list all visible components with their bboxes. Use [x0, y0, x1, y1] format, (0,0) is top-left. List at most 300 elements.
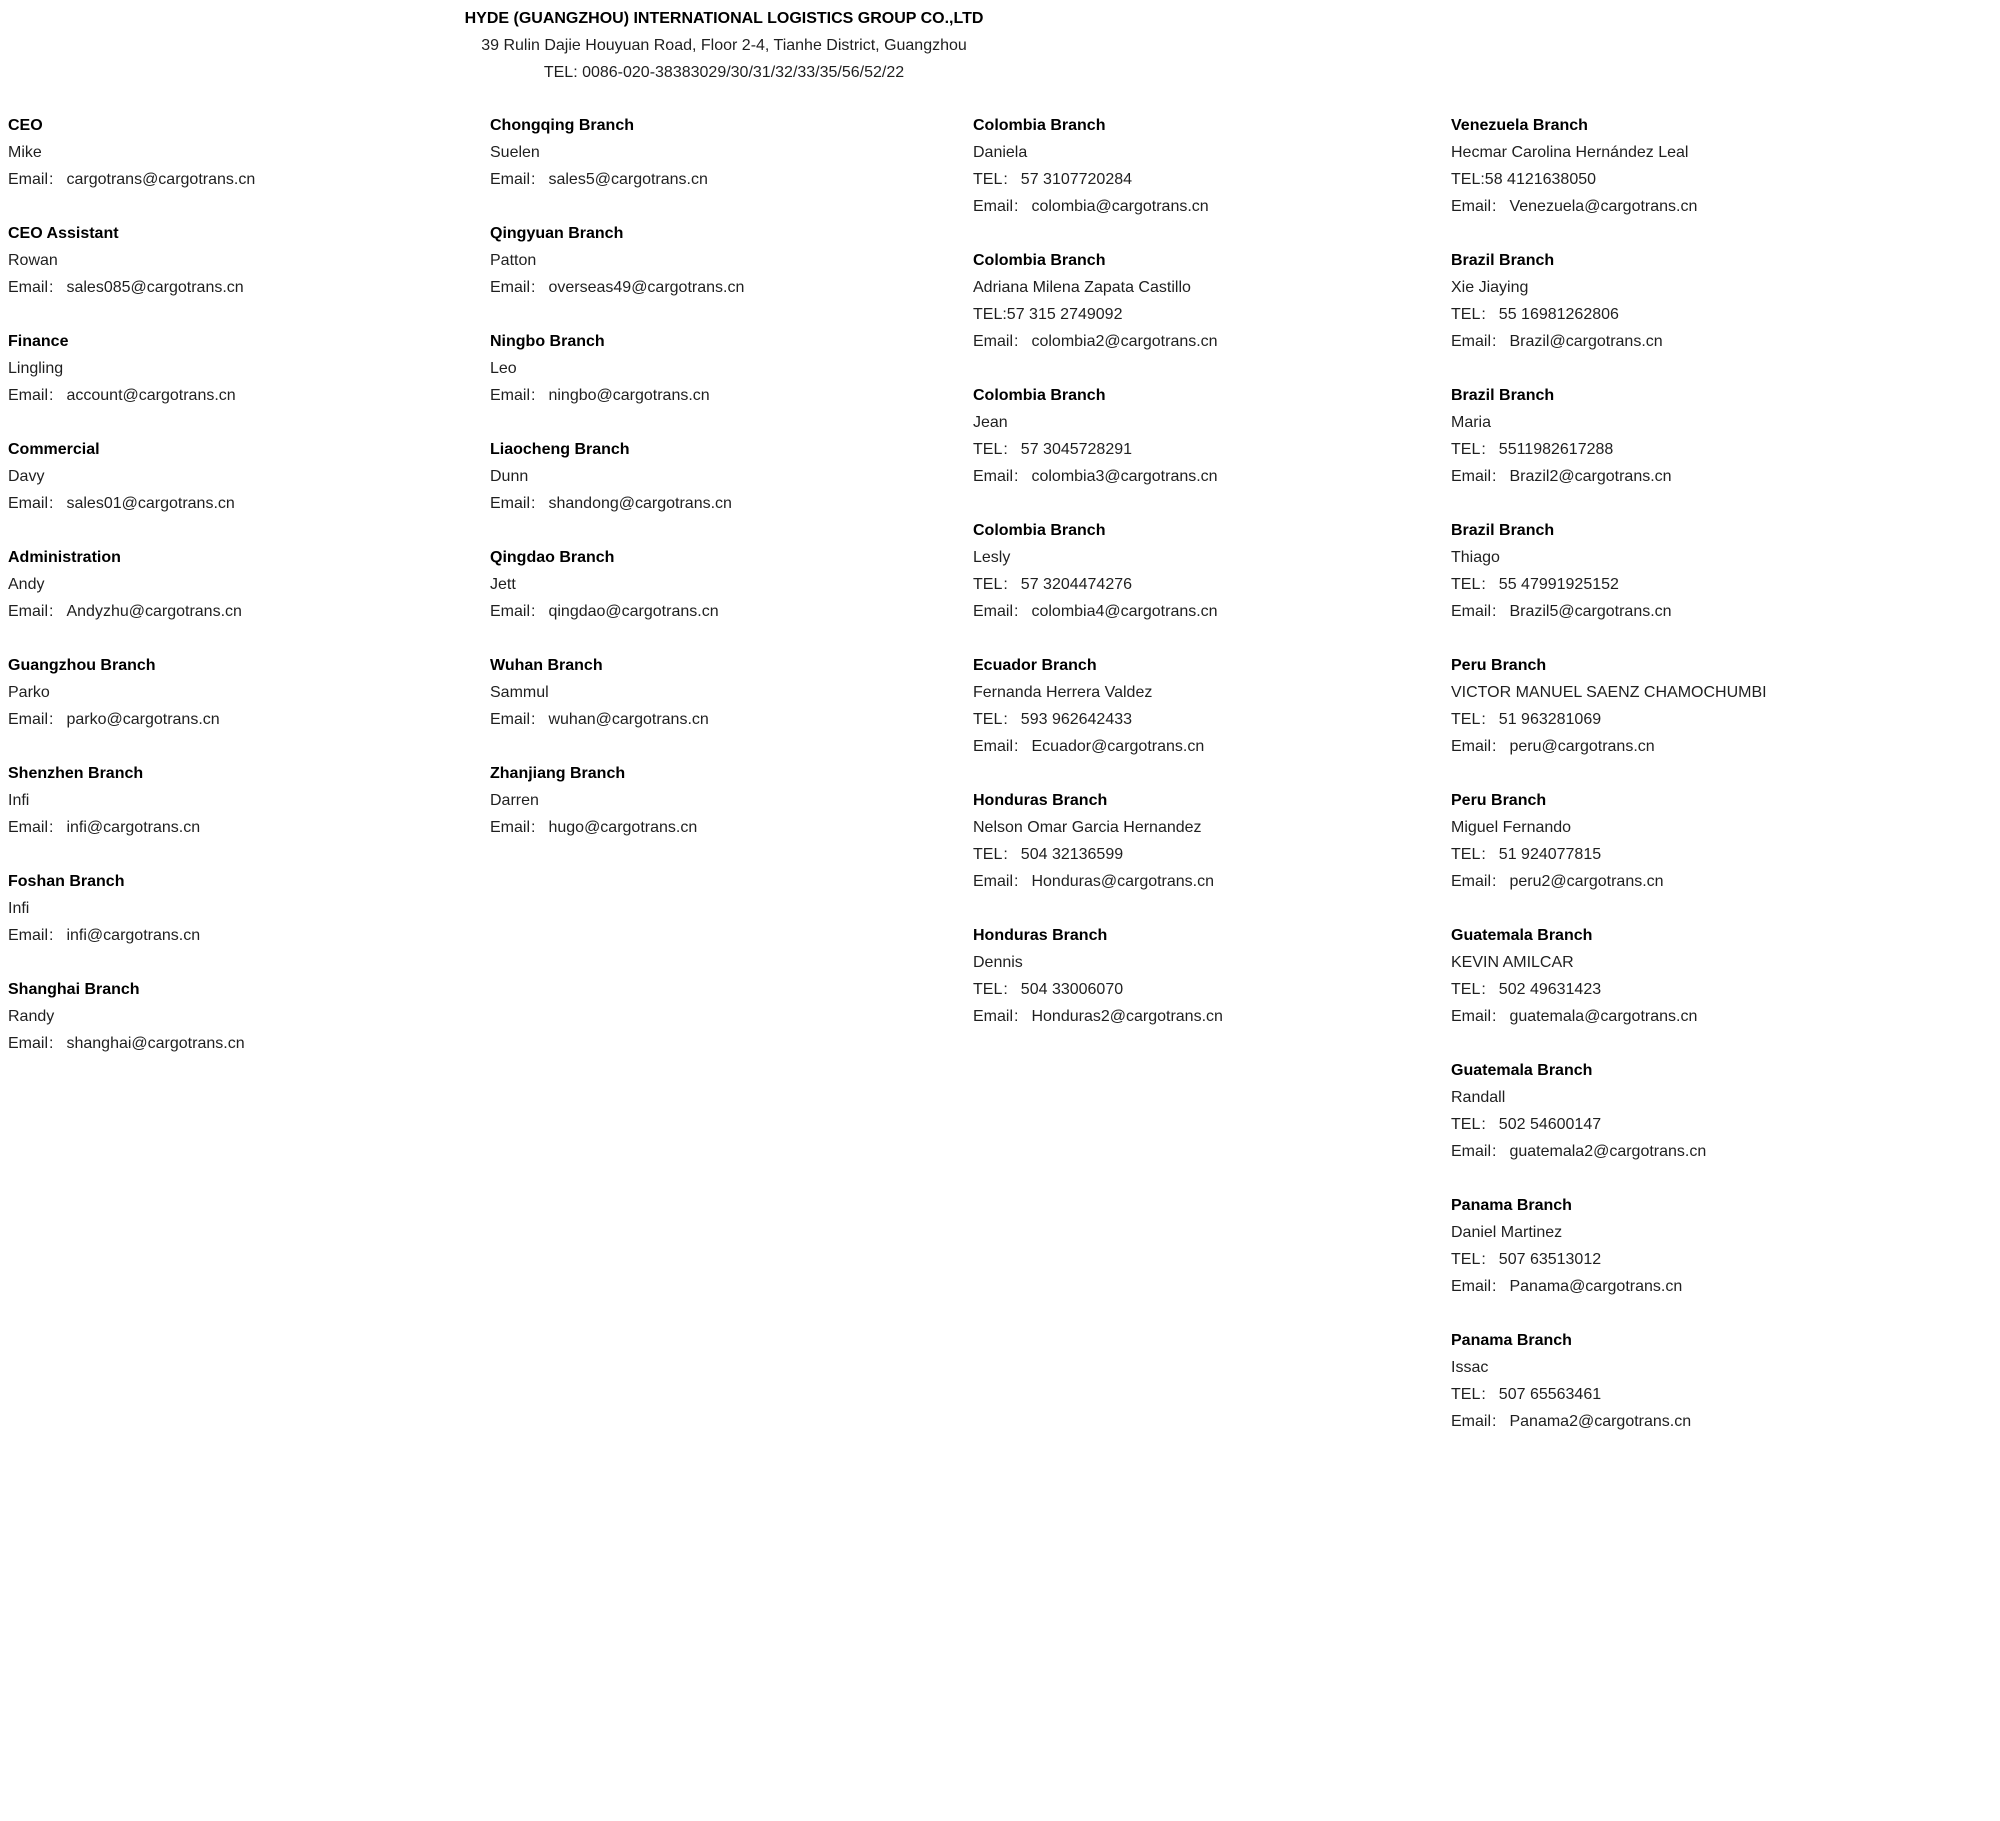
contact-email-separator: : [1014, 738, 1019, 755]
contact-email-label: Email [1451, 873, 1492, 890]
contact-email [8, 274, 255, 301]
contact-email-value: sales01@cargotrans.cn [66, 495, 235, 512]
contact-email-separator: : [1492, 1278, 1497, 1295]
contact-tel-separator: : [1003, 981, 1008, 998]
contact-title: Guatemala Branch [1451, 927, 1593, 944]
contact-tel-value: 58 4121638050 [1484, 171, 1597, 188]
contact-email [973, 598, 1223, 625]
contact-email [8, 706, 255, 733]
contact-card [490, 544, 744, 625]
contact-tel-separator: : [1481, 1251, 1486, 1268]
contact-email [490, 706, 744, 733]
contact-email [1451, 598, 1767, 625]
contact-email-separator: : [49, 171, 54, 188]
contact-email-value: colombia2@cargotrans.cn [1031, 333, 1218, 350]
contact-card [973, 382, 1223, 490]
contact-tel-label: TEL [1451, 711, 1481, 728]
contact-tel [1451, 301, 1767, 328]
contact-email-value: infi@cargotrans.cn [66, 927, 201, 944]
contact-tel-label: TEL [973, 981, 1003, 998]
contact-title: Chongqing Branch [490, 117, 634, 134]
contact-email-separator: : [49, 819, 54, 836]
contact-email-label: Email [973, 468, 1014, 485]
contact-email-label: Email [8, 711, 49, 728]
contact-card [490, 760, 744, 841]
contact-email [490, 598, 744, 625]
contact-email-separator: : [1014, 333, 1019, 350]
contact-tel-separator: : [1481, 1386, 1486, 1403]
contact-title: Panama Branch [1451, 1197, 1572, 1214]
contact-email-value: shanghai@cargotrans.cn [66, 1035, 245, 1052]
contact-email [8, 814, 255, 841]
contact-email-separator: : [1492, 1143, 1497, 1160]
contact-title: Finance [8, 333, 69, 350]
contact-tel-separator: : [1481, 306, 1486, 323]
contact-email [8, 598, 255, 625]
contact-card [8, 328, 255, 409]
contact-email-value: infi@cargotrans.cn [66, 819, 201, 836]
contact-email-separator: : [1014, 468, 1019, 485]
contact-tel-label: TEL [973, 846, 1003, 863]
contact-card [1451, 247, 1767, 355]
contact-tel [1451, 436, 1767, 463]
contact-email-value: peru2@cargotrans.cn [1509, 873, 1664, 890]
company-tel: TEL: 0086-020-38383029/30/31/32/33/35/56/52/22 [543, 64, 905, 81]
contact-name: Xie Jiaying [1451, 279, 1529, 296]
contact-title: Commercial [8, 441, 100, 458]
contact-tel [973, 436, 1223, 463]
contact-tel [1451, 166, 1767, 193]
contact-email [1451, 328, 1767, 355]
contact-tel-label: TEL [973, 576, 1003, 593]
contact-email [490, 490, 744, 517]
contact-column-4 [1451, 112, 1767, 1462]
contact-email-value: Ecuador@cargotrans.cn [1031, 738, 1205, 755]
contact-email-label: Email [8, 279, 49, 296]
contact-email-label: Email [973, 198, 1014, 215]
contact-card [8, 112, 255, 193]
contact-email-separator: : [1492, 738, 1497, 755]
contact-tel-separator: : [1003, 171, 1008, 188]
contact-name: Darren [490, 792, 539, 809]
contact-tel-value: 57 315 2749092 [1006, 306, 1123, 323]
contact-tel [1451, 1381, 1767, 1408]
contact-name: Hecmar Carolina Hernández Leal [1451, 144, 1689, 161]
contact-email-value: parko@cargotrans.cn [66, 711, 220, 728]
contact-tel [1451, 1111, 1767, 1138]
contact-title: Administration [8, 549, 121, 566]
contact-email-separator: : [49, 279, 54, 296]
contact-card [973, 517, 1223, 625]
contact-email-separator: : [531, 387, 536, 404]
contact-title: Zhanjiang Branch [490, 765, 626, 782]
contact-email-separator: : [1492, 333, 1497, 350]
contact-email [8, 1030, 255, 1057]
contact-card [1451, 652, 1767, 760]
contact-name: Jett [490, 576, 516, 593]
contact-email-separator: : [49, 1035, 54, 1052]
contact-tel [1451, 1246, 1767, 1273]
contact-title: Guatemala Branch [1451, 1062, 1593, 1079]
contact-email [973, 1003, 1223, 1030]
contact-email [490, 382, 744, 409]
contact-column-3 [973, 112, 1223, 1057]
contact-name: Sammul [490, 684, 549, 701]
contact-tel-label: TEL [973, 306, 1003, 323]
contact-name: Adriana Milena Zapata Castillo [973, 279, 1191, 296]
contact-card [8, 436, 255, 517]
contact-card [1451, 382, 1767, 490]
contact-card [490, 436, 744, 517]
contact-title: Liaocheng Branch [490, 441, 630, 458]
contact-email-separator: : [1492, 873, 1497, 890]
contact-email-separator: : [531, 711, 536, 728]
contact-email [8, 490, 255, 517]
contact-title: Qingyuan Branch [490, 225, 624, 242]
contact-email-label: Email [490, 711, 531, 728]
contact-email-label: Email [1451, 333, 1492, 350]
contact-card [8, 220, 255, 301]
contact-tel-value: 57 3204474276 [1020, 576, 1133, 593]
contact-email-value: Brazil@cargotrans.cn [1509, 333, 1663, 350]
contact-email [973, 328, 1223, 355]
contact-email-label: Email [973, 333, 1014, 350]
contact-email-value: hugo@cargotrans.cn [548, 819, 698, 836]
contact-card [1451, 1327, 1767, 1435]
contact-card [973, 787, 1223, 895]
contact-email [490, 274, 744, 301]
contact-tel-label: TEL [1451, 1251, 1481, 1268]
contact-email [1451, 1138, 1767, 1165]
contact-tel-separator: : [1480, 171, 1485, 188]
contact-tel-label: TEL [973, 711, 1003, 728]
contact-email-value: Andyzhu@cargotrans.cn [66, 603, 242, 620]
contact-title: Peru Branch [1451, 792, 1547, 809]
contact-email [8, 922, 255, 949]
contact-email-label: Email [1451, 1008, 1492, 1025]
contact-tel-separator: : [1481, 441, 1486, 458]
contact-email-label: Email [973, 603, 1014, 620]
contact-email [1451, 193, 1767, 220]
contact-email-separator: : [531, 171, 536, 188]
contact-title: Honduras Branch [973, 927, 1108, 944]
contact-tel-value: 51 963281069 [1498, 711, 1602, 728]
contact-card [1451, 517, 1767, 625]
contact-column-1 [8, 112, 255, 1084]
contact-email [490, 166, 744, 193]
contact-tel [973, 841, 1223, 868]
contact-tel-label: TEL [973, 441, 1003, 458]
contact-name: Patton [490, 252, 537, 269]
contact-email-separator: : [1014, 198, 1019, 215]
contact-title: CEO [8, 117, 43, 134]
contact-email [1451, 733, 1767, 760]
contact-email-separator: : [1492, 1413, 1497, 1430]
contact-email-separator: : [531, 279, 536, 296]
contact-email [1451, 1408, 1767, 1435]
contact-tel-value: 507 63513012 [1498, 1251, 1602, 1268]
contact-card [1451, 1057, 1767, 1165]
contact-name: Lingling [8, 360, 64, 377]
contact-title: Panama Branch [1451, 1332, 1572, 1349]
contact-tel [973, 301, 1223, 328]
contact-email-value: sales085@cargotrans.cn [66, 279, 244, 296]
contact-tel-value: 57 3045728291 [1020, 441, 1133, 458]
contact-tel-label: TEL [973, 171, 1003, 188]
contact-tel-value: 504 32136599 [1020, 846, 1124, 863]
contact-card [8, 544, 255, 625]
contact-email-value: Venezuela@cargotrans.cn [1509, 198, 1698, 215]
contact-title: Venezuela Branch [1451, 117, 1588, 134]
contact-tel-value: 57 3107720284 [1020, 171, 1133, 188]
contact-name: Mike [8, 144, 42, 161]
contact-tel-value: 507 65563461 [1498, 1386, 1602, 1403]
contact-email-value: Honduras2@cargotrans.cn [1031, 1008, 1223, 1025]
contact-name: KEVIN AMILCAR [1451, 954, 1574, 971]
contact-title: Ecuador Branch [973, 657, 1097, 674]
contact-tel [973, 571, 1223, 598]
contact-email-separator: : [1014, 603, 1019, 620]
contact-email-separator: : [1492, 198, 1497, 215]
contact-tel [1451, 706, 1767, 733]
contact-email-separator: : [1492, 468, 1497, 485]
contact-card [973, 247, 1223, 355]
contact-title: Guangzhou Branch [8, 657, 156, 674]
contact-email-separator: : [1014, 1008, 1019, 1025]
contact-card [490, 112, 744, 193]
contact-tel-separator: : [1003, 576, 1008, 593]
contact-card [8, 976, 255, 1057]
contact-email-label: Email [1451, 198, 1492, 215]
contact-email-separator: : [531, 603, 536, 620]
contact-email-separator: : [49, 495, 54, 512]
contact-tel-label: TEL [1451, 1116, 1481, 1133]
contact-email-label: Email [490, 279, 531, 296]
contact-email-separator: : [531, 819, 536, 836]
contact-email [1451, 1273, 1767, 1300]
contact-name: Randy [8, 1008, 55, 1025]
contact-card [1451, 922, 1767, 1030]
contact-tel-separator: : [1481, 576, 1486, 593]
contact-email-value: guatemala2@cargotrans.cn [1509, 1143, 1707, 1160]
contact-email-label: Email [973, 738, 1014, 755]
contact-email-separator: : [1014, 873, 1019, 890]
contact-title: Colombia Branch [973, 252, 1106, 269]
contact-tel-value: 593 962642433 [1020, 711, 1133, 728]
contact-tel-separator: : [1003, 846, 1008, 863]
contact-title: Foshan Branch [8, 873, 125, 890]
contact-card [490, 220, 744, 301]
contact-email-separator: : [1492, 1008, 1497, 1025]
contact-title: Wuhan Branch [490, 657, 603, 674]
contact-email-value: account@cargotrans.cn [66, 387, 236, 404]
contact-name: Maria [1451, 414, 1492, 431]
contact-email [973, 463, 1223, 490]
contact-tel-separator: : [1481, 981, 1486, 998]
contact-tel-value: 51 924077815 [1498, 846, 1602, 863]
contact-email-label: Email [490, 171, 531, 188]
contact-name: Parko [8, 684, 50, 701]
contact-name: Daniel Martinez [1451, 1224, 1563, 1241]
contact-email-separator: : [49, 387, 54, 404]
contact-email [1451, 868, 1767, 895]
contact-name: Dunn [490, 468, 529, 485]
contact-card [8, 652, 255, 733]
contact-tel-label: TEL [1451, 981, 1481, 998]
contact-email-value: peru@cargotrans.cn [1509, 738, 1655, 755]
contact-title: Ningbo Branch [490, 333, 605, 350]
contact-name: Thiago [1451, 549, 1500, 566]
contact-tel-separator: : [1481, 1116, 1486, 1133]
contact-title: Shenzhen Branch [8, 765, 144, 782]
contact-email-separator: : [49, 711, 54, 728]
contact-email-value: Brazil5@cargotrans.cn [1509, 603, 1672, 620]
contact-title: Brazil Branch [1451, 522, 1555, 539]
contact-name: Nelson Omar Garcia Hernandez [973, 819, 1202, 836]
contact-email-value: shandong@cargotrans.cn [548, 495, 732, 512]
contact-email-value: Panama@cargotrans.cn [1509, 1278, 1683, 1295]
contact-name: Infi [8, 900, 30, 917]
contact-email-label: Email [490, 603, 531, 620]
contact-tel-value: 55 16981262806 [1498, 306, 1619, 323]
contact-tel-separator: : [1481, 846, 1486, 863]
contact-tel [973, 706, 1223, 733]
contact-email-value: ningbo@cargotrans.cn [548, 387, 710, 404]
contact-tel-label: TEL [1451, 441, 1481, 458]
contact-title: Colombia Branch [973, 117, 1106, 134]
contact-email-label: Email [1451, 468, 1492, 485]
contact-email-label: Email [1451, 1413, 1492, 1430]
contact-email-label: Email [8, 495, 49, 512]
contact-card [8, 868, 255, 949]
contact-tel-label: TEL [1451, 171, 1481, 188]
contact-email-label: Email [490, 387, 531, 404]
contact-name: Dennis [973, 954, 1023, 971]
contact-email-value: colombia@cargotrans.cn [1031, 198, 1209, 215]
contact-tel-label: TEL [1451, 846, 1481, 863]
contact-card [1451, 112, 1767, 220]
contact-email-separator: : [531, 495, 536, 512]
contact-email-label: Email [1451, 1278, 1492, 1295]
contact-name: Rowan [8, 252, 58, 269]
contact-email-label: Email [490, 819, 531, 836]
contact-tel [973, 976, 1223, 1003]
contact-name: Infi [8, 792, 30, 809]
contact-tel-separator: : [1003, 441, 1008, 458]
contact-email-value: qingdao@cargotrans.cn [548, 603, 719, 620]
contact-email-label: Email [8, 1035, 49, 1052]
contact-title: Brazil Branch [1451, 252, 1555, 269]
contact-email-separator: : [49, 927, 54, 944]
company-address: 39 Rulin Dajie Houyuan Road, Floor 2-4, Tianhe District, Guangzhou [481, 37, 967, 54]
contact-card [1451, 1192, 1767, 1300]
contact-email-value: Brazil2@cargotrans.cn [1509, 468, 1672, 485]
contact-card [490, 652, 744, 733]
contact-email [1451, 463, 1767, 490]
contact-email-label: Email [1451, 738, 1492, 755]
contact-card [8, 760, 255, 841]
contact-email-label: Email [973, 873, 1014, 890]
contact-tel-separator: : [1002, 306, 1007, 323]
contact-card [973, 112, 1223, 220]
contact-email [8, 166, 255, 193]
contact-tel-value: 5511982617288 [1498, 441, 1614, 458]
contact-name: Davy [8, 468, 45, 485]
contact-title: Honduras Branch [973, 792, 1108, 809]
contact-email [973, 193, 1223, 220]
contact-email-separator: : [49, 603, 54, 620]
contact-email-value: overseas49@cargotrans.cn [548, 279, 745, 296]
contact-tel-separator: : [1481, 711, 1486, 728]
contact-name: Fernanda Herrera Valdez [973, 684, 1153, 701]
contact-title: Colombia Branch [973, 522, 1106, 539]
contact-card [973, 652, 1223, 760]
contact-email [1451, 1003, 1767, 1030]
contact-tel-separator: : [1003, 711, 1008, 728]
contact-name: Issac [1451, 1359, 1489, 1376]
contact-email [490, 814, 744, 841]
contact-email-separator: : [1492, 603, 1497, 620]
contact-name: Andy [8, 576, 45, 593]
contact-title: Shanghai Branch [8, 981, 140, 998]
contact-title: Colombia Branch [973, 387, 1106, 404]
contact-email-value: cargotrans@cargotrans.cn [66, 171, 256, 188]
contact-tel [973, 166, 1223, 193]
contact-name: Jean [973, 414, 1008, 431]
header [0, 5, 1448, 86]
contact-email-value: guatemala@cargotrans.cn [1509, 1008, 1698, 1025]
contact-email [973, 733, 1223, 760]
contact-tel-label: TEL [1451, 576, 1481, 593]
contact-email-value: colombia4@cargotrans.cn [1031, 603, 1218, 620]
contact-title: Brazil Branch [1451, 387, 1555, 404]
contact-title: CEO Assistant [8, 225, 119, 242]
contact-name: Miguel Fernando [1451, 819, 1572, 836]
contact-name: Randall [1451, 1089, 1506, 1106]
contact-title: Qingdao Branch [490, 549, 615, 566]
contact-email-label: Email [8, 387, 49, 404]
contact-email-value: colombia3@cargotrans.cn [1031, 468, 1218, 485]
contact-email-label: Email [8, 171, 49, 188]
contact-email-label: Email [8, 603, 49, 620]
contact-name: Daniela [973, 144, 1028, 161]
contact-email-label: Email [8, 819, 49, 836]
contact-email-label: Email [8, 927, 49, 944]
company-name: HYDE (GUANGZHOU) INTERNATIONAL LOGISTICS GROUP CO.,LTD [464, 10, 984, 27]
contact-email [973, 868, 1223, 895]
contact-email-label: Email [490, 495, 531, 512]
contact-column-2 [490, 112, 744, 868]
contact-email-label: Email [1451, 603, 1492, 620]
contact-card [1451, 787, 1767, 895]
contact-name: VICTOR MANUEL SAENZ CHAMOCHUMBI [1451, 684, 1767, 701]
contact-name: Leo [490, 360, 517, 377]
contact-email-label: Email [1451, 1143, 1492, 1160]
contact-tel-label: TEL [1451, 1386, 1481, 1403]
contact-tel [1451, 571, 1767, 598]
contact-card [490, 328, 744, 409]
contact-email-value: sales5@cargotrans.cn [548, 171, 708, 188]
contact-email-label: Email [973, 1008, 1014, 1025]
contact-card [973, 922, 1223, 1030]
contact-tel-value: 502 54600147 [1498, 1116, 1602, 1133]
contact-name: Suelen [490, 144, 540, 161]
contact-tel-label: TEL [1451, 306, 1481, 323]
contact-tel-value: 55 47991925152 [1498, 576, 1619, 593]
contact-tel [1451, 841, 1767, 868]
contact-email [8, 382, 255, 409]
contact-name: Lesly [973, 549, 1011, 566]
